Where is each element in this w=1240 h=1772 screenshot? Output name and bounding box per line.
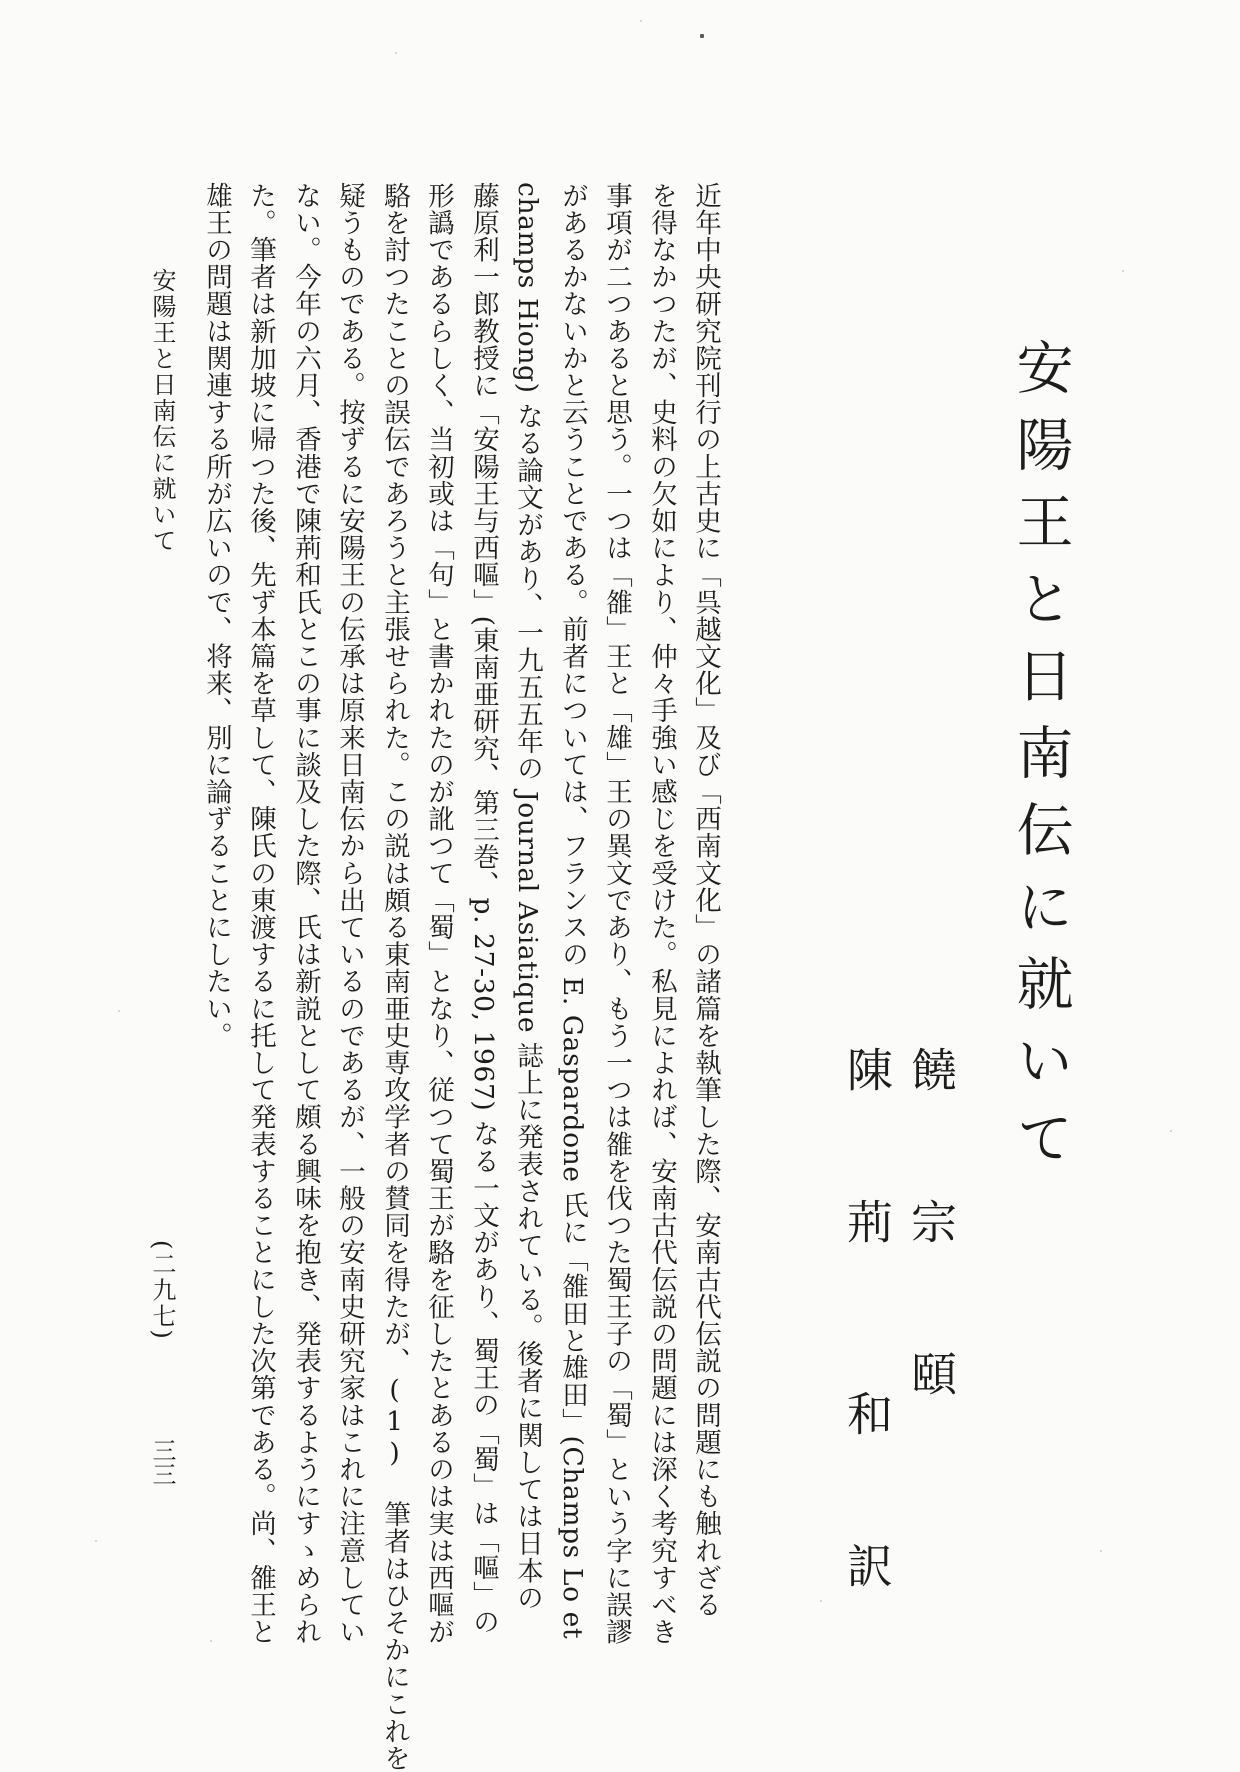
body-column-2: を得なかつたが、史料の欠如により、仲々手強い感じを受けた。私見によれば、安南古代伝説の問題には深く考究すべき [646,182,677,1646]
body-column-9: 疑うものである。按ずるに安陽王の伝承は原来日南伝から出ているのであるが、一般の安南史研究家はこれに注意してい [334,182,365,1646]
body-column-3: 事項が二つあると思う。一つは「雒」王と「雄」王の異文であり、もう一つは雒を伐つた蜀王子の「蜀」という字に誤謬 [601,182,632,1646]
page-number: 三三 [148,1438,176,1486]
body-column-8: 駱を討つたことの誤伝であろうと主張せられた。この説は頗る東南亜史専攻学者の賛同を得たが、(1) 筆者はひそかにこれを [379,182,410,1772]
translator-line [840,1046,894,1694]
body-column-7: 形譌であるらしく、当初或は「句」と書かれたのが訛つて「蜀」となり、従つて蜀王が駱を征したとあるのは実は西嘔が [423,182,454,1646]
running-footer-title: 安陽王と日南伝に就いて [148,268,176,554]
body-column-1: 近年中央研究院刊行の上古史に「呉越文化」及び「西南文化」の諸篇を執筆した際、安南古代伝説の問題にも触れざる [690,182,721,1619]
body-column-12: 雄王の問題は関連する所が広いので、将来、別に論ずることにしたい。 [201,182,232,1050]
body-column-6: 藤原利一郎教授に「安陽王与西嘔」(東南亜研究、第三巻、p. 27-30, 1967) なる一文があり、蜀王の「蜀」は「嘔」の [468,182,499,1636]
body-column-5: champs Hiong) なる論文があり、一九五五年の Journal Asiatique 誌上に発表されている。後者に関しては日本の [512,182,543,1612]
translator-suffix: 和訳 [840,1390,894,1694]
author-name: 饒宗頤 [904,1046,958,1502]
article-title: 安陽王と日南伝に就いて [1007,338,1073,1185]
body-column-10: ない。今年の六月、香港で陳荊和氏とこの事に談及した際、氏は新説として頗る興味を抱き、発表するようにすゝめられ [290,182,321,1646]
body-column-11: た。筆者は新加坡に帰つた後、先ず本篇を草して、陳氏の東渡するに托して発表することにした次第である。尚、雒王と [245,182,276,1646]
original-page-number: (二九七) [148,1240,176,1341]
body-column-4: があるかないかと云うことである。前者については、フランスの E. Gaspardone 氏に「雒田と雄田」(Champs Lo et [557,182,588,1640]
translator-name: 陳荊 [840,1046,894,1350]
